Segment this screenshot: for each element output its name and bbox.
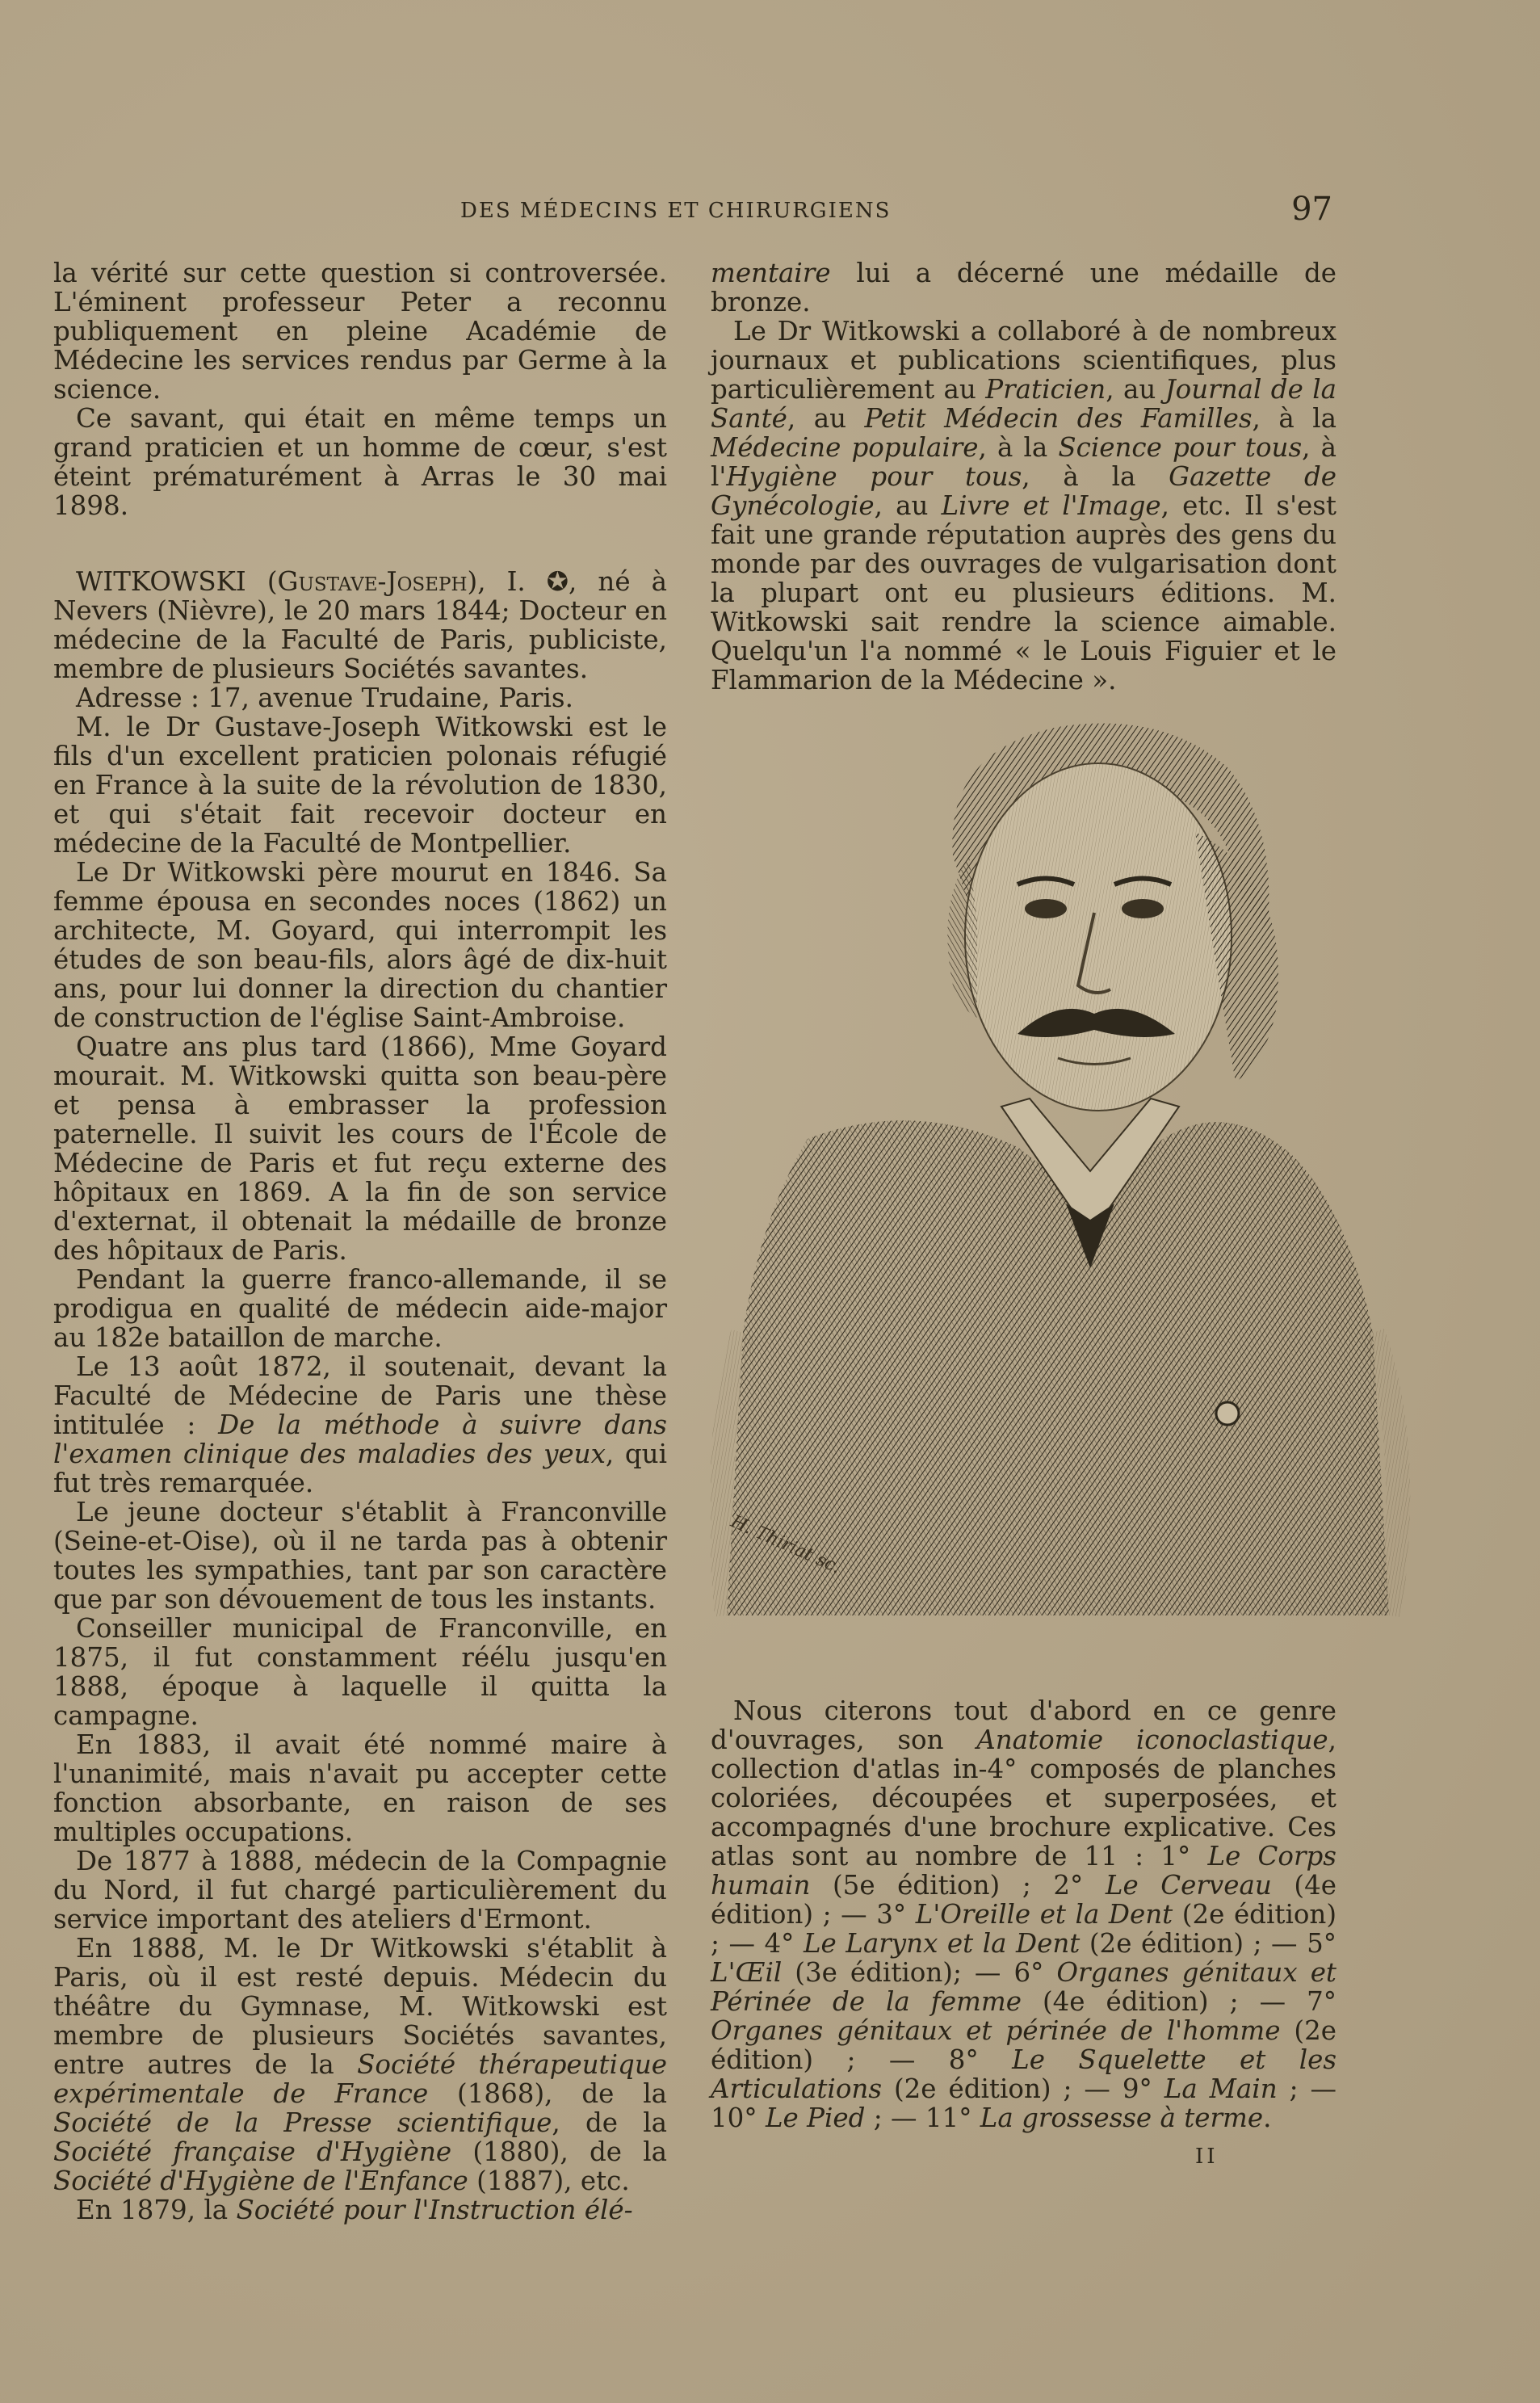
text: , à la bbox=[1022, 461, 1169, 492]
work-title: L'Oreille et la Dent bbox=[915, 1899, 1173, 1930]
text: Nous citerons tout d'abord en ce genre d'ouvrages, son bbox=[711, 1695, 1336, 1755]
text: Le Dr Witkowski a collaboré à de nombreux journaux et publications scientifiques, plus particulièrement au bbox=[711, 316, 1336, 405]
work-title: La grossesse à terme bbox=[980, 2103, 1264, 2133]
text: (5e édition) ; 2° bbox=[810, 1870, 1106, 1901]
text: , à l' bbox=[711, 432, 1336, 492]
work-title: Le Corps humain bbox=[711, 1841, 1336, 1901]
work-title: Organes génitaux et Périnée de la femme bbox=[711, 1957, 1336, 2017]
page-number: 97 bbox=[1291, 191, 1332, 228]
journal-name: Petit Médecin des Familles bbox=[864, 403, 1253, 434]
entry-name: WITKOWSKI bbox=[76, 566, 246, 597]
work-title: Organes génitaux et périnée de l'homme bbox=[711, 2015, 1281, 2046]
text: (1880), de la bbox=[451, 2136, 667, 2167]
text: , au bbox=[787, 403, 865, 434]
text: (2e édition) ; — 8° bbox=[711, 2015, 1337, 2075]
journal-name: Gazette de Gynécologie bbox=[711, 461, 1336, 521]
entry-heading bbox=[53, 567, 667, 683]
text: (4e édition) ; — 7° bbox=[1021, 1986, 1337, 2017]
right-column-top bbox=[711, 258, 1336, 695]
text: lui a décerné une médaille de bronze. bbox=[711, 258, 1336, 317]
text: ; — 10° bbox=[711, 2073, 1336, 2133]
journal-name: Livre et l'Image bbox=[941, 490, 1161, 521]
text: (4e édition) ; — 3° bbox=[711, 1870, 1337, 1930]
text: , à la bbox=[1252, 403, 1336, 434]
paragraph: De 1877 à 1888, médecin de la Compagnie du Nord, il fut chargé particulièrement du service important des ateliers d'Ermont. bbox=[53, 1846, 667, 1935]
work-title: L'Œil bbox=[711, 1957, 783, 1988]
signature-mark: II bbox=[1195, 2145, 1219, 2169]
text: (2e édition) ; — 5° bbox=[1080, 1928, 1336, 1959]
text: , collection d'atlas in-4° composés de planches coloriées, découpées et superposées, et accompagnés d'une brochure explicative. Ces atlas sont au nombre de 11 : 1° bbox=[711, 1725, 1336, 1872]
portrait-head bbox=[947, 724, 1278, 1111]
text: , au bbox=[874, 490, 942, 521]
text: , etc. Il s'est fait une grande réputation auprès des gens du monde par des ouvrages de vulgarisation dont la plupart ont eu plusieurs éditions. M. Witkowski sait rendre la science aimable. Quelqu'un l'a nommé « le Louis Figuier et le Flammarion de la Médecine ». bbox=[711, 490, 1336, 695]
paragraph: Conseiller municipal de Franconville, en 1875, il fut constamment réélu jusqu'en 1888, époque à laquelle il quitta la campagne. bbox=[53, 1613, 667, 1731]
journal-name: Hygiène pour tous bbox=[726, 461, 1022, 492]
work-title: Anatomie iconoclastique bbox=[976, 1725, 1328, 1755]
entry-details: , I. ✪, né à Nevers (Nièvre), le 20 mars 1844; Docteur en médecine de la Faculté de Paris, publiciste, membre de plusieurs Sociétés savantes. bbox=[53, 566, 667, 684]
paragraph: Ce savant, qui était en même temps un grand praticien et un homme de cœur, s'est éteint prématurément à Arras le 30 mai 1898. bbox=[53, 403, 667, 521]
text-italic: mentaire bbox=[711, 258, 831, 288]
paragraph: Le Dr Witkowski père mourut en 1846. Sa femme épousa en secondes noces (1862) un architecte, M. Goyard, qui interrompit les études de son beau-fils, alors âgé de dix-huit ans, pour lui donner la direction du chantier de construction de l'église Saint-Ambroise. bbox=[53, 857, 667, 1033]
text: (1887), etc. bbox=[468, 2166, 630, 2196]
address: Adresse : 17, avenue Trudaine, Paris. bbox=[76, 683, 573, 713]
paragraph bbox=[53, 1934, 667, 2195]
work-title: Le Squelette et les Articulations bbox=[711, 2044, 1337, 2104]
paragraph bbox=[711, 317, 1336, 695]
society-name: Société thérapeutique expérimentale de France bbox=[53, 2049, 667, 2109]
thesis-title: De la méthode à suivre dans l'examen clinique des maladies des yeux bbox=[53, 1409, 667, 1469]
journal-name: Médecine populaire bbox=[711, 432, 979, 463]
paragraph: Le jeune docteur s'établit à Franconville (Seine-et-Oise), où il ne tarda pas à obtenir toutes les sympathies, tant par son caractère que par son dévouement de tous les instants. bbox=[53, 1497, 667, 1615]
text: En 1879, la bbox=[76, 2195, 237, 2225]
text: . bbox=[1263, 2103, 1272, 2133]
paragraph bbox=[711, 1696, 1336, 2132]
text: , qui fut très remarquée. bbox=[53, 1439, 667, 1498]
society-name: Société française d'Hygiène bbox=[53, 2136, 452, 2167]
paragraph: la vérité sur cette question si controversée. L'éminent professeur Peter a reconnu publiquement en pleine Académie de Médecine les services rendus par Germe à la science. bbox=[53, 258, 667, 405]
text: , de la bbox=[552, 2107, 667, 2138]
paragraph: Pendant la guerre franco-allemande, il se prodigua en qualité de médecin aide-major au 182e bataillon de marche. bbox=[53, 1264, 667, 1353]
page-header bbox=[436, 191, 1341, 239]
running-title: DES MÉDECINS ET CHIRURGIENS bbox=[460, 199, 892, 223]
text: (2e édition) ; — 9° bbox=[882, 2073, 1164, 2104]
text: (3e édition); — 6° bbox=[782, 1957, 1057, 1988]
entry-given-names: (Gustave-Joseph) bbox=[266, 566, 478, 597]
text: , au bbox=[1106, 374, 1165, 405]
text: , à la bbox=[978, 432, 1059, 463]
journal-name: Journal de la Santé bbox=[711, 374, 1337, 434]
paragraph bbox=[53, 2195, 667, 2224]
text: Le 13 août 1872, il soutenait, devant la Faculté de Médecine de Paris une thèse intitulée : bbox=[53, 1351, 667, 1440]
text: (1868), de la bbox=[428, 2078, 668, 2109]
paragraph bbox=[53, 1352, 667, 1498]
society-name: Société de la Presse scientifique bbox=[53, 2107, 552, 2138]
work-title: Le Larynx et la Dent bbox=[803, 1928, 1081, 1959]
paragraph bbox=[711, 258, 1336, 317]
text: (2e édition) ; — 4° bbox=[711, 1899, 1337, 1959]
left-column bbox=[53, 258, 667, 2224]
society-name: Société d'Hygiène de l'Enfance bbox=[53, 2166, 468, 2196]
portrait-coat bbox=[727, 1120, 1389, 1615]
engraved-portrait bbox=[711, 719, 1417, 1656]
text: En 1888, M. le Dr Witkowski s'établit à Paris, où il est resté depuis. Médecin du théâtre du Gymnase, M. Witkowski est membre de plusieurs Sociétés savantes, entre autres de la bbox=[53, 1933, 667, 2080]
work-title: Le Pied bbox=[765, 2103, 866, 2133]
right-column-bottom bbox=[711, 1696, 1336, 2132]
journal-name: Praticien bbox=[985, 374, 1106, 405]
paragraph: M. le Dr Gustave-Joseph Witkowski est le fils d'un excellent praticien polonais réfugié en France à la suite de la révolution de 1830, et qui s'était fait recevoir docteur en médecine de la Faculté de Montpellier. bbox=[53, 712, 667, 859]
engraver-signature: H. Thiriat sc. bbox=[728, 1511, 844, 1578]
text: ; — 11° bbox=[865, 2103, 980, 2133]
work-title: Le Cerveau bbox=[1105, 1870, 1272, 1901]
society-name: Société pour l'Instruction élé- bbox=[236, 2195, 633, 2225]
work-title: La Main bbox=[1164, 2073, 1278, 2104]
paragraph: En 1883, il avait été nommé maire à l'unanimité, mais n'avait pu accepter cette fonction absorbante, en raison de ses multiples occupations. bbox=[53, 1729, 667, 1847]
paragraph: Quatre ans plus tard (1866), Mme Goyard mourait. M. Witkowski quitta son beau-père et pensa à embrasser la profession paternelle. Il suivit les cours de l'École de Médecine de Paris et fut reçu externe des hôpitaux en 1869. A la fin de son service d'externat, il obtenait la médaille de bronze des hôpitaux de Paris. bbox=[53, 1031, 667, 1266]
journal-name: Science pour tous bbox=[1058, 432, 1303, 463]
